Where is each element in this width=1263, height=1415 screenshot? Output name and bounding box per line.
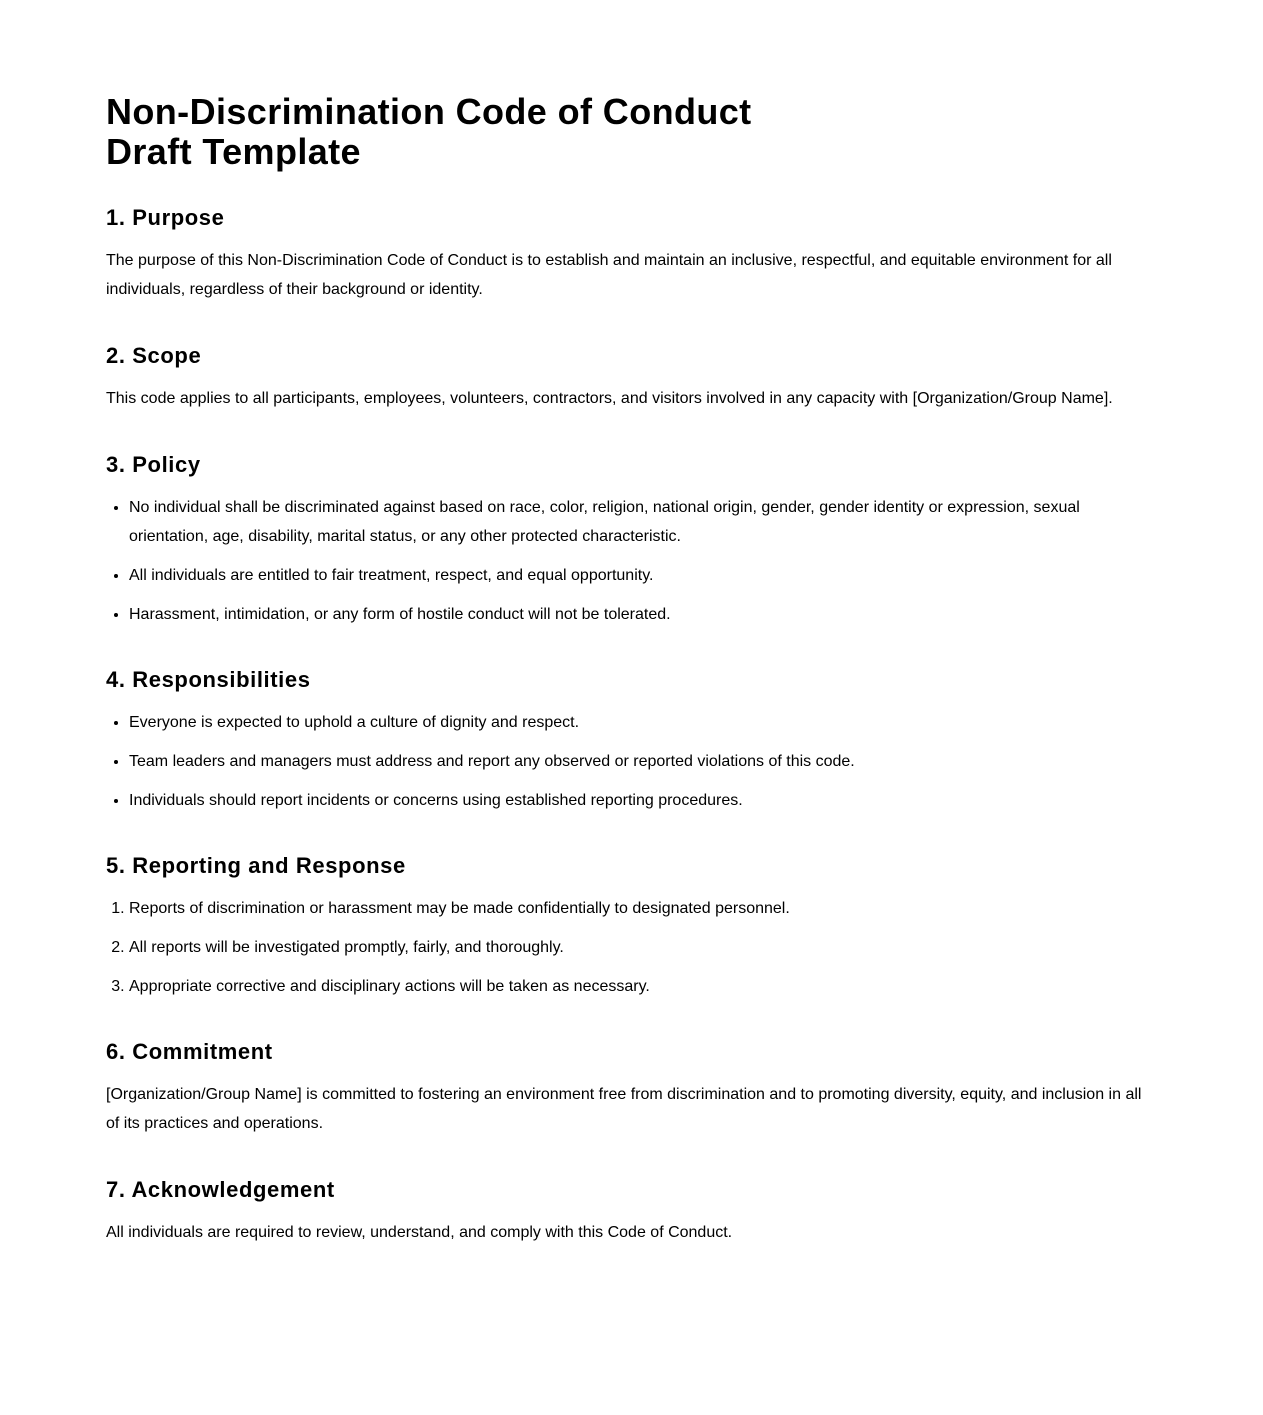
list-item: • Everyone is expected to uphold a culture of dignity and respect. [129, 708, 1158, 737]
list-item: • Harassment, intimidation, or any form of hostile conduct will not be tolerated. [129, 600, 1158, 629]
section-heading: 6. Commitment [106, 1039, 273, 1064]
list-item: 1. Reports of discrimination or harassment may be made confidentially to designated personnel. [129, 894, 1158, 923]
list-item: • Individuals should report incidents or concerns using established reporting procedures. [129, 786, 1158, 815]
section-reporting [106, 852, 1158, 1001]
section-paragraph: This code applies to all participants, employees, volunteers, contractors, and visitors involved in any capacity with [Organization/Group Name]. [106, 390, 1113, 407]
list-item: 3. Appropriate corrective and disciplinary actions will be taken as necessary. [129, 972, 1158, 1001]
section-responsibilities [106, 666, 1158, 815]
section-paragraph: The purpose of this Non-Discrimination Code of Conduct is to establish and maintain an inclusive, respectful, and equitable environment for all individuals, regardless of their background or identity. [106, 252, 1112, 298]
bullet-list [106, 493, 1158, 629]
section-heading: 7. Acknowledgement [106, 1177, 335, 1202]
list-item: 2. All reports will be investigated promptly, fairly, and thoroughly. [129, 933, 1158, 962]
section-scope [106, 342, 1158, 413]
section-heading: 2. Scope [106, 343, 202, 368]
title-line-2: Draft Template [106, 131, 361, 172]
section-purpose [106, 204, 1158, 304]
section-heading: 3. Policy [106, 452, 201, 477]
section-policy [106, 451, 1158, 629]
section-heading: 5. Reporting and Response [106, 853, 406, 878]
section-heading: 1. Purpose [106, 205, 225, 230]
list-item: • Team leaders and managers must address and report any observed or reported violations of this code. [129, 747, 1158, 776]
list-item: • No individual shall be discriminated against based on race, color, religion, national origin, gender, gender identity or expression, sexual orientation, age, disability, marital status, or any other protected characteristic. [129, 493, 1158, 551]
section-paragraph: [Organization/Group Name] is committed to fostering an environment free from discrimination and to promoting diversity, equity, and inclusion in all of its practices and operations. [106, 1086, 1142, 1132]
section-commitment [106, 1038, 1158, 1138]
section-heading: 4. Responsibilities [106, 667, 311, 692]
bullet-list [106, 708, 1158, 815]
document-title [106, 92, 1158, 172]
list-item: • All individuals are entitled to fair treatment, respect, and equal opportunity. [129, 561, 1158, 590]
title-line-1: Non-Discrimination Code of Conduct [106, 91, 752, 132]
section-paragraph: All individuals are required to review, understand, and comply with this Code of Conduct. [106, 1224, 733, 1241]
section-acknowledgement [106, 1176, 1158, 1247]
numbered-list [106, 894, 1158, 1001]
